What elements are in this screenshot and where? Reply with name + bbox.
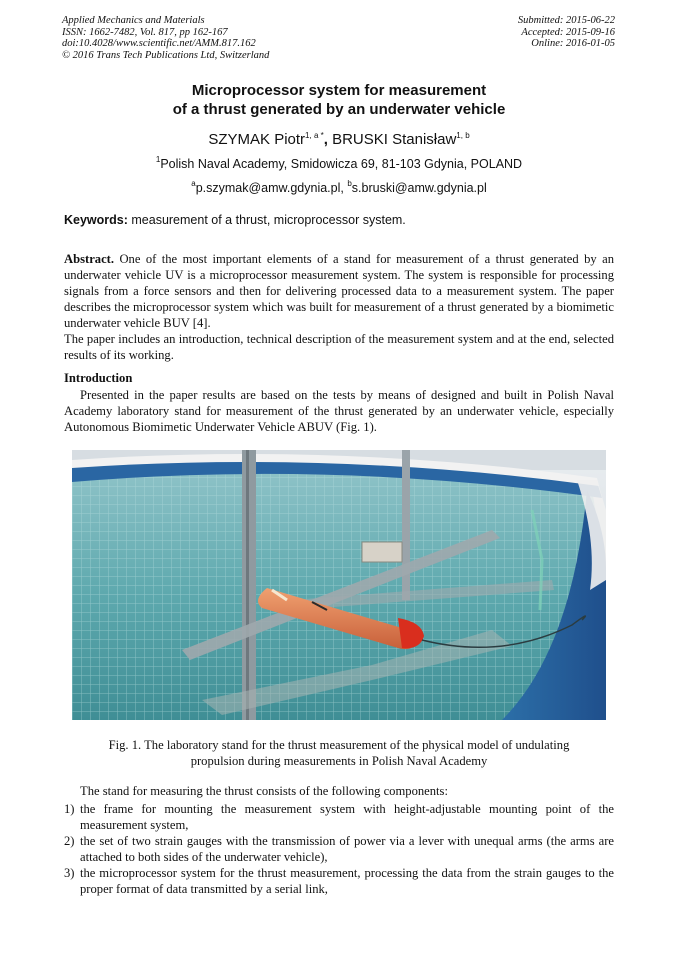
journal-name: Applied Mechanics and Materials — [62, 15, 205, 26]
abstract-paragraph-2: The paper includes an introduction, technical description of the measurement system and at the end, selected results of its working. — [64, 332, 614, 362]
list-item — [64, 865, 614, 897]
email-b: s.bruski@amw.gdynia.pl — [351, 181, 487, 195]
introduction-paragraph: Presented in the paper results are based on the tests by means of designed and built in Polish Naval Academy laboratory stand for measurement of the thrust generated by an underwater vehicle, especially Autonomous Biomimetic Underwater Vehicle ABUV (Fig. 1). — [64, 388, 614, 434]
author-2: BRUSKI Stanisław — [332, 131, 457, 148]
title-line-2: of a thrust generated by an underwater vehicle — [172, 101, 506, 118]
figure-1-photo — [72, 450, 606, 720]
email-b-sup: b — [347, 179, 352, 188]
author-emails — [0, 181, 678, 195]
submitted-date: Submitted: 2015-06-22 — [517, 15, 615, 26]
keywords-text: measurement of a thrust, microprocessor system. — [127, 213, 406, 227]
journal-issn: ISSN: 1662-7482, Vol. 817, pp 162-167 — [62, 26, 228, 38]
affiliation-sup: 1 — [155, 155, 161, 164]
list-item-number: 2) — [64, 834, 75, 848]
list-item-number: 1) — [64, 802, 75, 816]
list-item-text: the frame for mounting the measurement system with height-adjustable mounting point of the measurement system, — [80, 802, 614, 832]
caption-line-2: propulsion during measurements in Polish Naval Academy — [190, 754, 488, 768]
author-2-sup: 1, b — [456, 131, 470, 140]
accepted-date: Accepted: 2015-09-16 — [521, 26, 615, 38]
list-item — [64, 833, 614, 865]
authors — [0, 131, 678, 148]
introduction-heading: Introduction — [64, 371, 133, 385]
submission-dates — [518, 15, 615, 50]
email-a: p.szymak@amw.gdynia.pl, — [195, 181, 348, 195]
journal-copyright: © 2016 Trans Tech Publications Ltd, Switzerland — [62, 49, 270, 61]
caption-line-1: Fig. 1. The laboratory stand for the thrust measurement of the physical model of undulating — [108, 738, 570, 752]
author-separator: , — [323, 131, 333, 148]
pool-test-stand-photo — [72, 450, 606, 720]
author-1: SZYMAK Piotr — [208, 131, 306, 148]
abstract-text: One of the most important elements of a stand for measurement of a thrust generated by an underwater vehicle UV is a microprocessor measurement system. The system is responsible for processing signals from a force sensors and then for delivering processed data to a measurement system. The paper describes the microprocessor system which was built for measurement of a thrust generated by a biomimetic underwater vehicle BUV [4]. — [64, 252, 614, 330]
journal-doi: doi:10.4028/www.scientific.net/AMM.817.162 — [62, 38, 256, 49]
journal-info — [62, 15, 269, 61]
title-line-1: Microprocessor system for measurement — [191, 82, 487, 99]
list-item-number: 3) — [64, 866, 75, 880]
list-item — [64, 801, 614, 833]
author-1-sup: 1, a * — [305, 131, 324, 140]
keywords — [64, 213, 624, 227]
online-date: Online: 2016-01-05 — [531, 38, 615, 49]
abstract-label: Abstract. — [64, 252, 115, 266]
stand-intro-text: The stand for measuring the thrust consists of the following components: — [80, 784, 448, 798]
paper-title — [0, 81, 678, 119]
abstract-paragraph — [64, 251, 614, 331]
list-item-text: the set of two strain gauges with the transmission of power via a lever with unequal arms (the arms are attached to both sides of the underwater vehicle), — [80, 834, 614, 864]
stand-components-list — [64, 801, 614, 897]
figure-1-caption — [64, 737, 614, 769]
affiliation — [0, 157, 678, 171]
email-a-sup: a — [191, 179, 196, 188]
affiliation-text: Polish Naval Academy, Smidowicza 69, 81-103 Gdynia, POLAND — [160, 157, 523, 171]
list-item-text: the microprocessor system for the thrust measurement, processing the data from the strain gauges to the proper format of data transmitted by a serial link, — [80, 866, 614, 896]
keywords-label: Keywords: — [64, 213, 128, 227]
